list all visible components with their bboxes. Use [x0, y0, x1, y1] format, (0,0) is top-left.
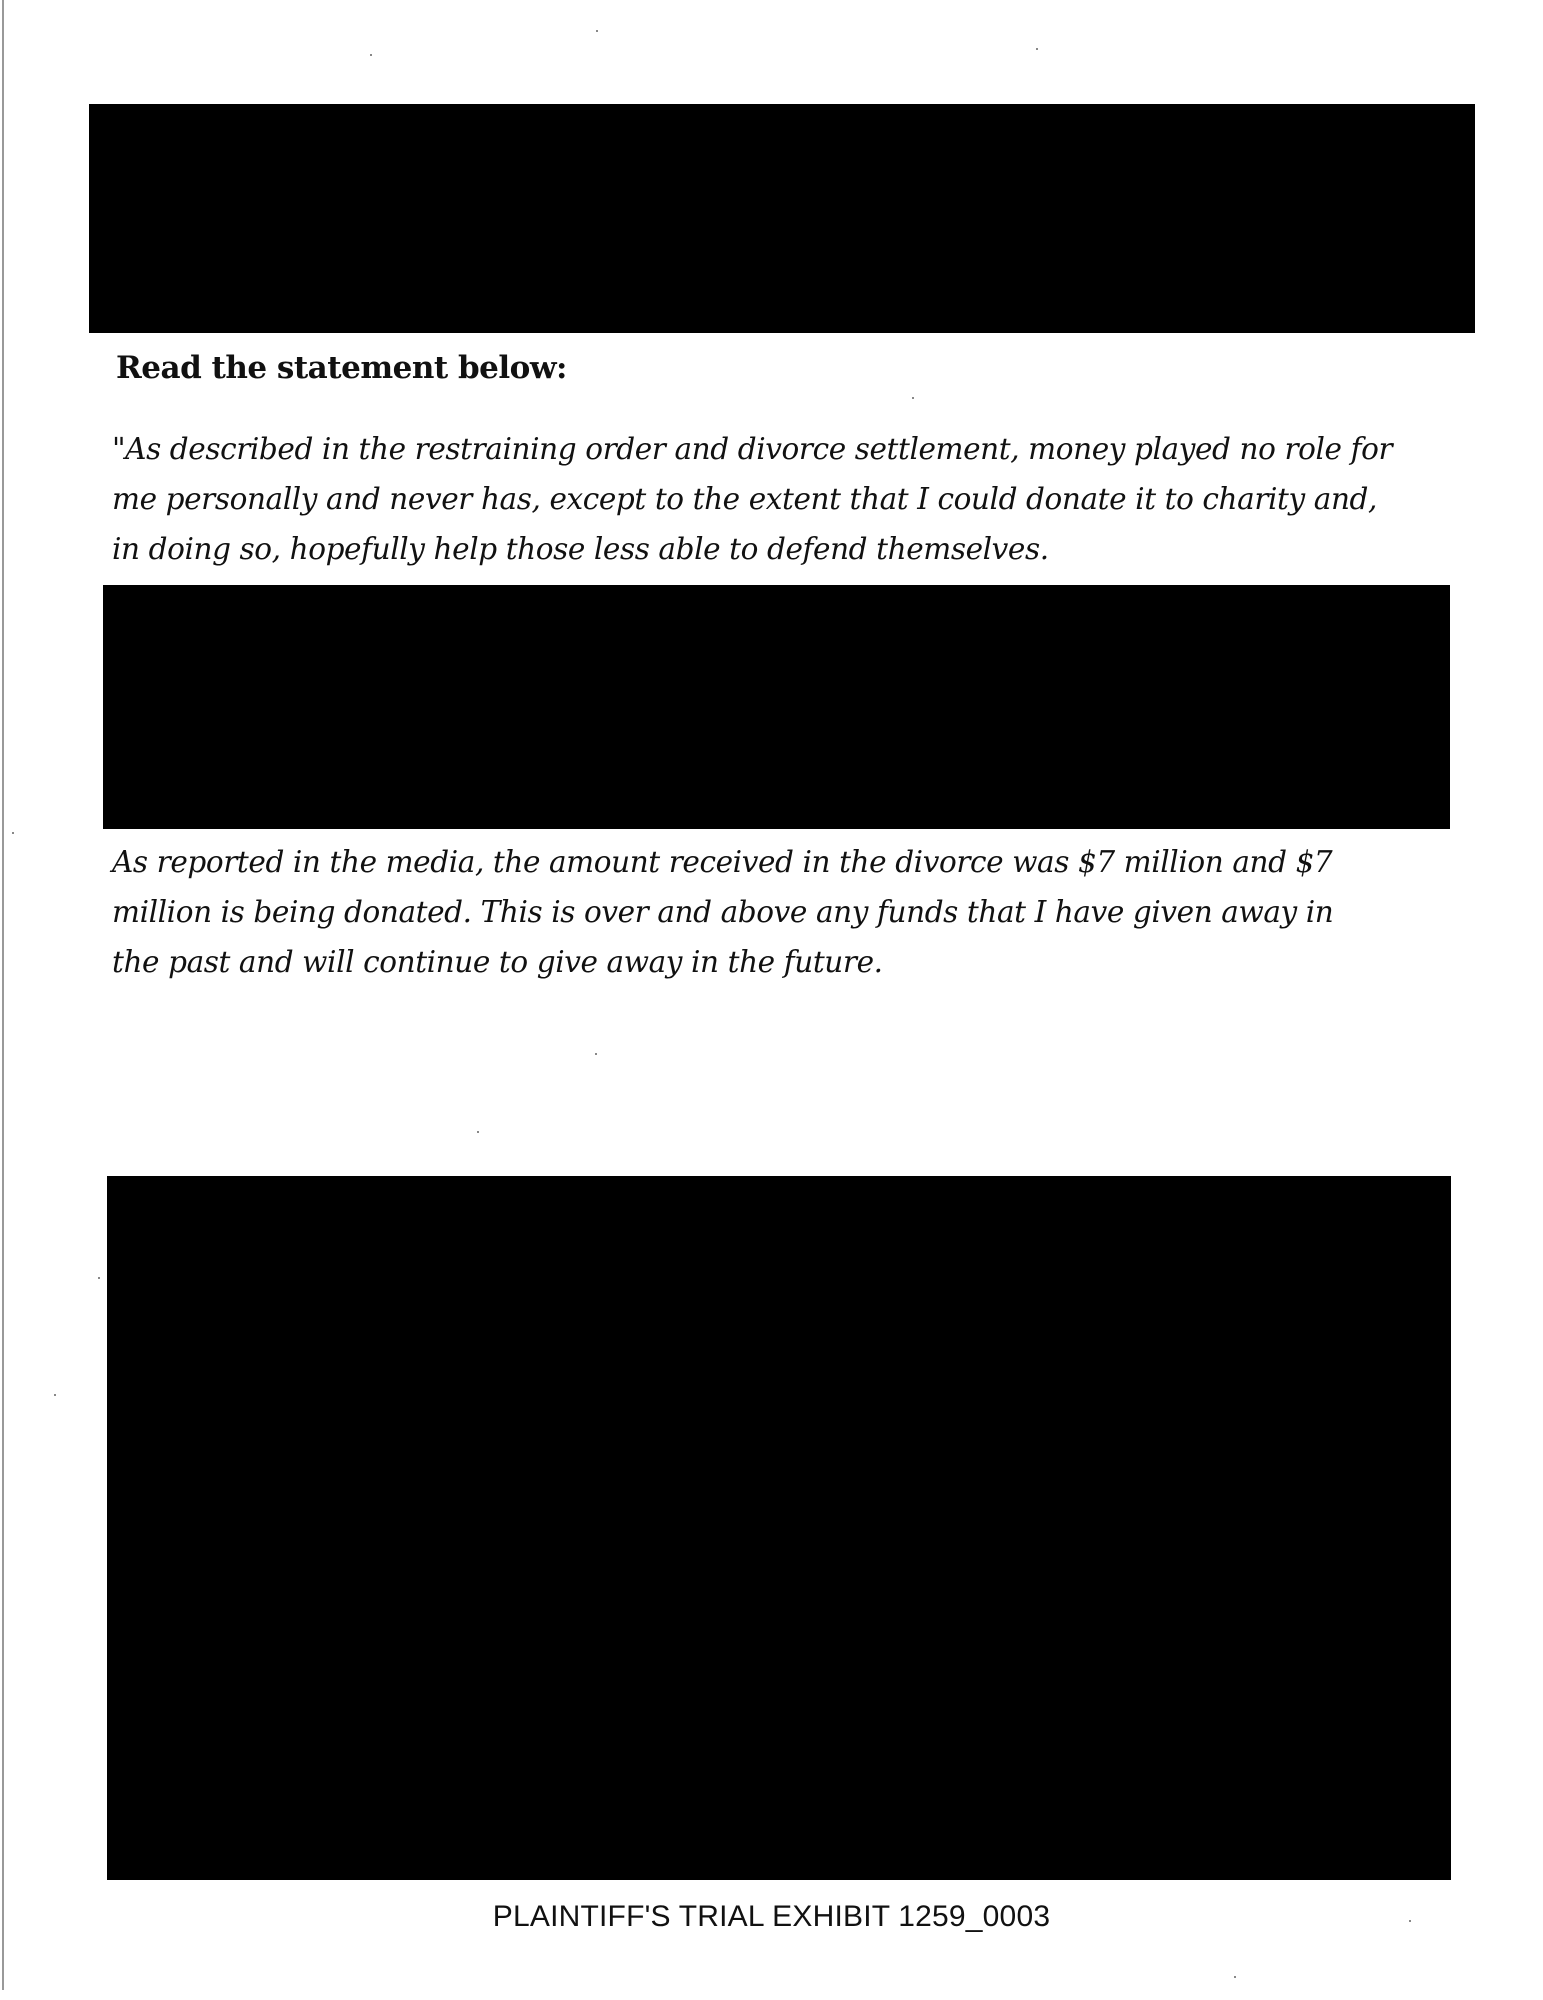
media-statement: [112, 837, 1333, 987]
redaction-block-bottom: [107, 1176, 1451, 1880]
redaction-block-top: [89, 104, 1475, 333]
scan-speck: [370, 54, 372, 56]
scan-speck: [1409, 1920, 1411, 1922]
scan-speck: [98, 1277, 100, 1279]
redaction-block-middle: [103, 585, 1450, 829]
scan-speck: [1036, 48, 1038, 50]
scan-speck: [1234, 1976, 1236, 1978]
scan-speck: [912, 397, 914, 399]
statement-line: As reported in the media, the amount received in the divorce was $7 million and $7: [112, 845, 1333, 879]
statement-line: the past and will continue to give away in the future.: [112, 945, 883, 979]
statement-line: me personally and never has, except to the extent that I could donate it to charity and,: [112, 482, 1378, 516]
scan-edge-line: [2, 0, 4, 1990]
statement-line: in doing so, hopefully help those less able to defend themselves.: [112, 532, 1049, 566]
scan-speck: [477, 1131, 479, 1133]
scan-speck: [12, 832, 14, 834]
statement-line: "As described in the restraining order and divorce settlement, money played no role for: [112, 432, 1393, 466]
scan-speck: [595, 1053, 597, 1055]
scan-speck: [54, 1394, 56, 1396]
statement-line: million is being donated. This is over and above any funds that I have given away in: [112, 895, 1334, 929]
quoted-statement: [112, 424, 1392, 574]
scan-speck: [596, 30, 598, 32]
section-heading: Read the statement below:: [116, 350, 567, 386]
exhibit-label: PLAINTIFF'S TRIAL EXHIBIT 1259_0003: [492, 1900, 1051, 1933]
